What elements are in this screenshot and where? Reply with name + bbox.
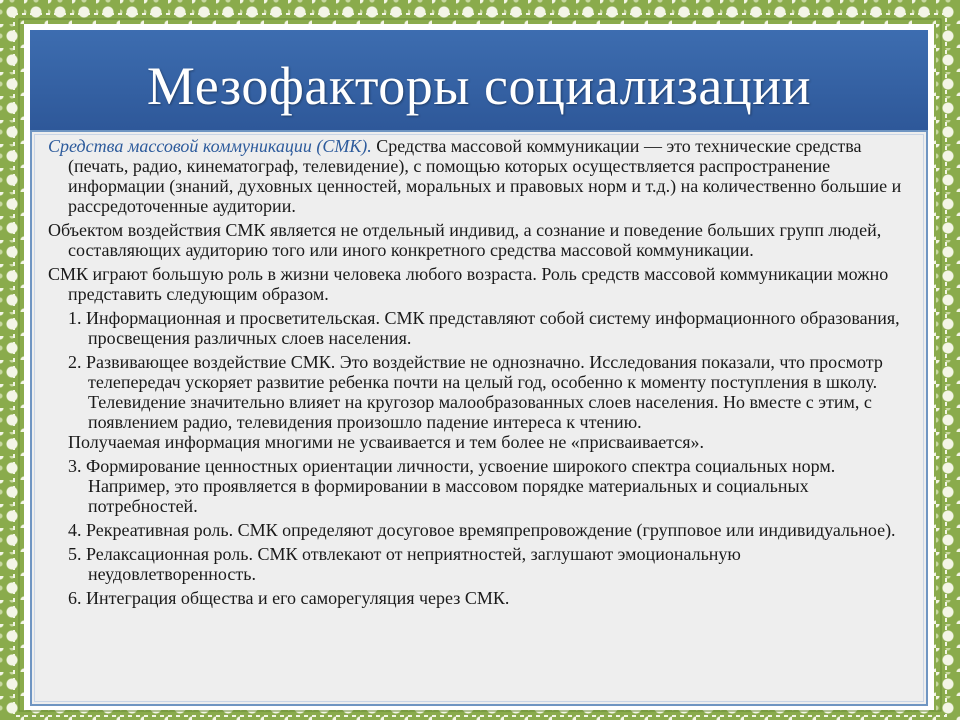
paragraph-role-intro: СМК играют большую роль в жизни человека любого возраста. Роль средств массовой коммуникации можно представить следующим образом. (48, 264, 889, 304)
intro-lead: Средства массовой коммуникации (СМК). (48, 136, 372, 156)
body-text (48, 136, 908, 612)
role-item-4: 4. Рекреативная роль. СМК определяют досуговое времяпрепровождение (групповое или индивидуальное). (68, 520, 896, 540)
role-item-2 (68, 352, 908, 452)
intro-paragraph (48, 136, 908, 216)
role-item-2-text: 2. Развивающее воздействие СМК. Это воздействие не однозначно. Исследования показали, что просмотр телепередач ускоряет развитие ребенка почти на целый год, особенно к моменту поступления в школу. Телевидение значительно влияет на кругозор малообразованных слоев населения. Но вместе с этим, с появлением радио, телевидения произошло падение интереса к чтению. (68, 352, 883, 432)
slide-panel (24, 24, 934, 710)
role-item-2-continuation: Получаемая информация многими не усваивается и тем более не «присваивается». (68, 432, 705, 452)
paragraph-object: Объектом воздействия СМК является не отдельный индивид, а сознание и поведение больших групп людей, составляющих аудиторию того или иного конкретного средства массовой коммуникации. (48, 220, 882, 260)
role-item-3: 3. Формирование ценностных ориентации личности, усвоение широкого спектра социальных норм. Например, это проявляется в формировании в массовом порядке материальных и социальных потребностей. (68, 456, 836, 516)
role-item-5: 5. Релаксационная роль. СМК отвлекают от неприятностей, заглушают эмоциональную неудовлетворенность. (68, 544, 741, 584)
content-panel (30, 130, 928, 706)
role-item-6: 6. Интеграция общества и его саморегуляция через СМК. (68, 588, 510, 608)
slide-title: Мезофакторы социализации (146, 56, 812, 116)
role-item-1: 1. Информационная и просветительская. СМК представляют собой систему информационного образования, просвещения различных слоев населения. (68, 308, 900, 348)
intro-text: Средства массовой коммуникации — это технические средства (печать, радио, кинематограф, телевидение), с помощью которых осуществляется распространение информации (знаний, духовных ценностей, моральных и правовых норм и т.д.) на количественно большие и рассредоточенные аудитории. (68, 136, 902, 216)
